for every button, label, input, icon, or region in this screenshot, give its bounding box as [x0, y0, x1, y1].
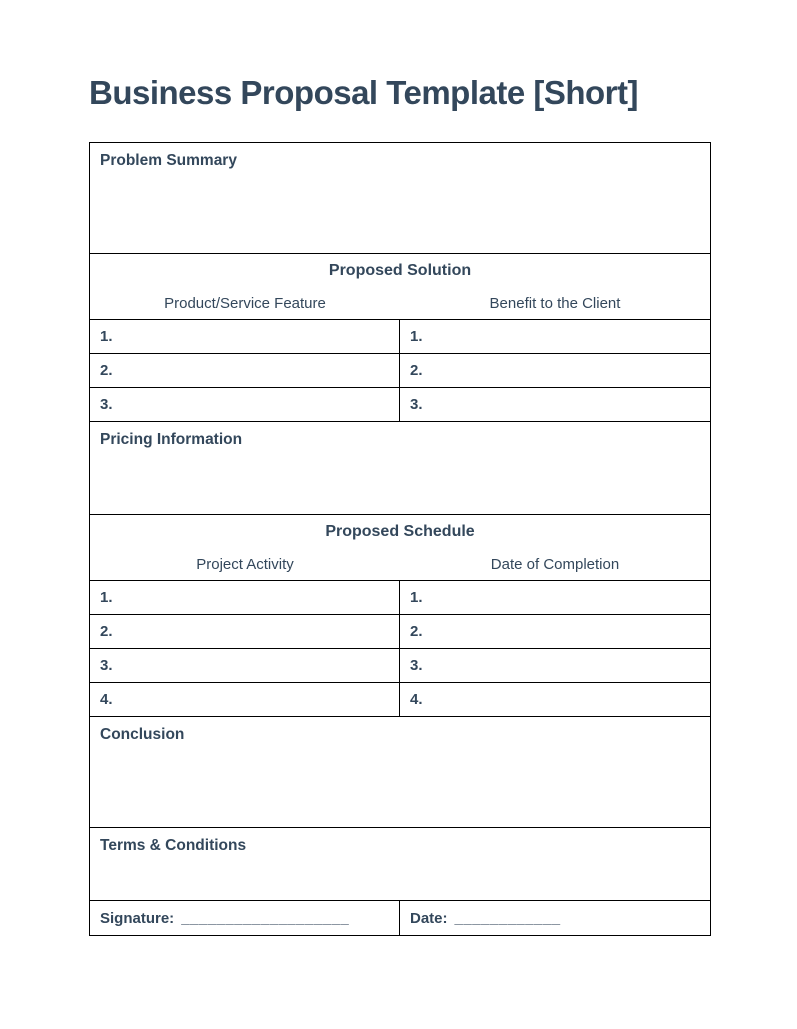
proposed-schedule-column-headers	[90, 549, 710, 580]
schedule-date-cell-1: 1.	[410, 589, 423, 606]
proposal-table	[89, 142, 711, 936]
date-label: Date:	[410, 909, 448, 927]
solution-row-2	[90, 353, 710, 387]
schedule-column-header-date: Date of Completion	[490, 556, 620, 573]
terms-conditions-label: Terms & Conditions	[100, 837, 247, 854]
signature-cell	[90, 901, 400, 935]
solution-column-header-benefit: Benefit to the Client	[489, 295, 621, 312]
proposed-schedule-header	[90, 514, 710, 549]
solution-feature-cell-3: 3.	[90, 388, 400, 421]
schedule-activity-cell-4: 4.	[90, 683, 400, 716]
terms-conditions-section	[90, 827, 710, 900]
schedule-activity-cell-1: 1.	[90, 581, 400, 614]
pricing-information-label: Pricing Information	[100, 431, 243, 448]
schedule-row-3	[90, 648, 710, 682]
problem-summary-label: Problem Summary	[100, 152, 237, 169]
solution-benefit-cell-2: 2.	[410, 362, 423, 379]
schedule-activity-cell-3: 3.	[90, 649, 400, 682]
conclusion-section	[90, 716, 710, 827]
proposed-schedule-title: Proposed Schedule	[325, 523, 475, 540]
signature-row	[90, 900, 710, 935]
schedule-date-cell-2: 2.	[410, 623, 423, 640]
solution-feature-cell-1: 1.	[90, 320, 400, 353]
solution-feature-cell-2: 2.	[90, 354, 400, 387]
pricing-information-section	[90, 421, 710, 514]
solution-column-header-feature: Product/Service Feature	[164, 295, 326, 312]
problem-summary-cell	[90, 143, 710, 253]
conclusion-label: Conclusion	[100, 726, 185, 743]
proposed-solution-column-headers	[90, 288, 710, 319]
signature-label: Signature:	[100, 909, 175, 927]
solution-row-3	[90, 387, 710, 421]
schedule-row-1	[90, 580, 710, 614]
problem-summary-section	[90, 143, 710, 253]
schedule-row-2	[90, 614, 710, 648]
proposed-solution-header	[90, 253, 710, 288]
solution-benefit-cell-1: 1.	[410, 328, 423, 345]
terms-conditions-cell	[90, 828, 710, 900]
solution-row-1	[90, 319, 710, 353]
schedule-row-4	[90, 682, 710, 716]
proposed-solution-title: Proposed Solution	[328, 262, 472, 279]
schedule-column-header-activity: Project Activity	[196, 556, 294, 573]
schedule-activity-cell-2: 2.	[90, 615, 400, 648]
date-line: ____________	[454, 909, 561, 927]
conclusion-cell	[90, 717, 710, 827]
schedule-date-cell-4: 4.	[410, 691, 423, 708]
document-title: Business Proposal Template [Short]	[89, 74, 638, 111]
solution-benefit-cell-3: 3.	[410, 396, 423, 413]
pricing-information-cell	[90, 422, 710, 514]
date-cell	[400, 901, 710, 935]
schedule-date-cell-3: 3.	[410, 657, 423, 674]
signature-line: ___________________	[181, 909, 350, 927]
